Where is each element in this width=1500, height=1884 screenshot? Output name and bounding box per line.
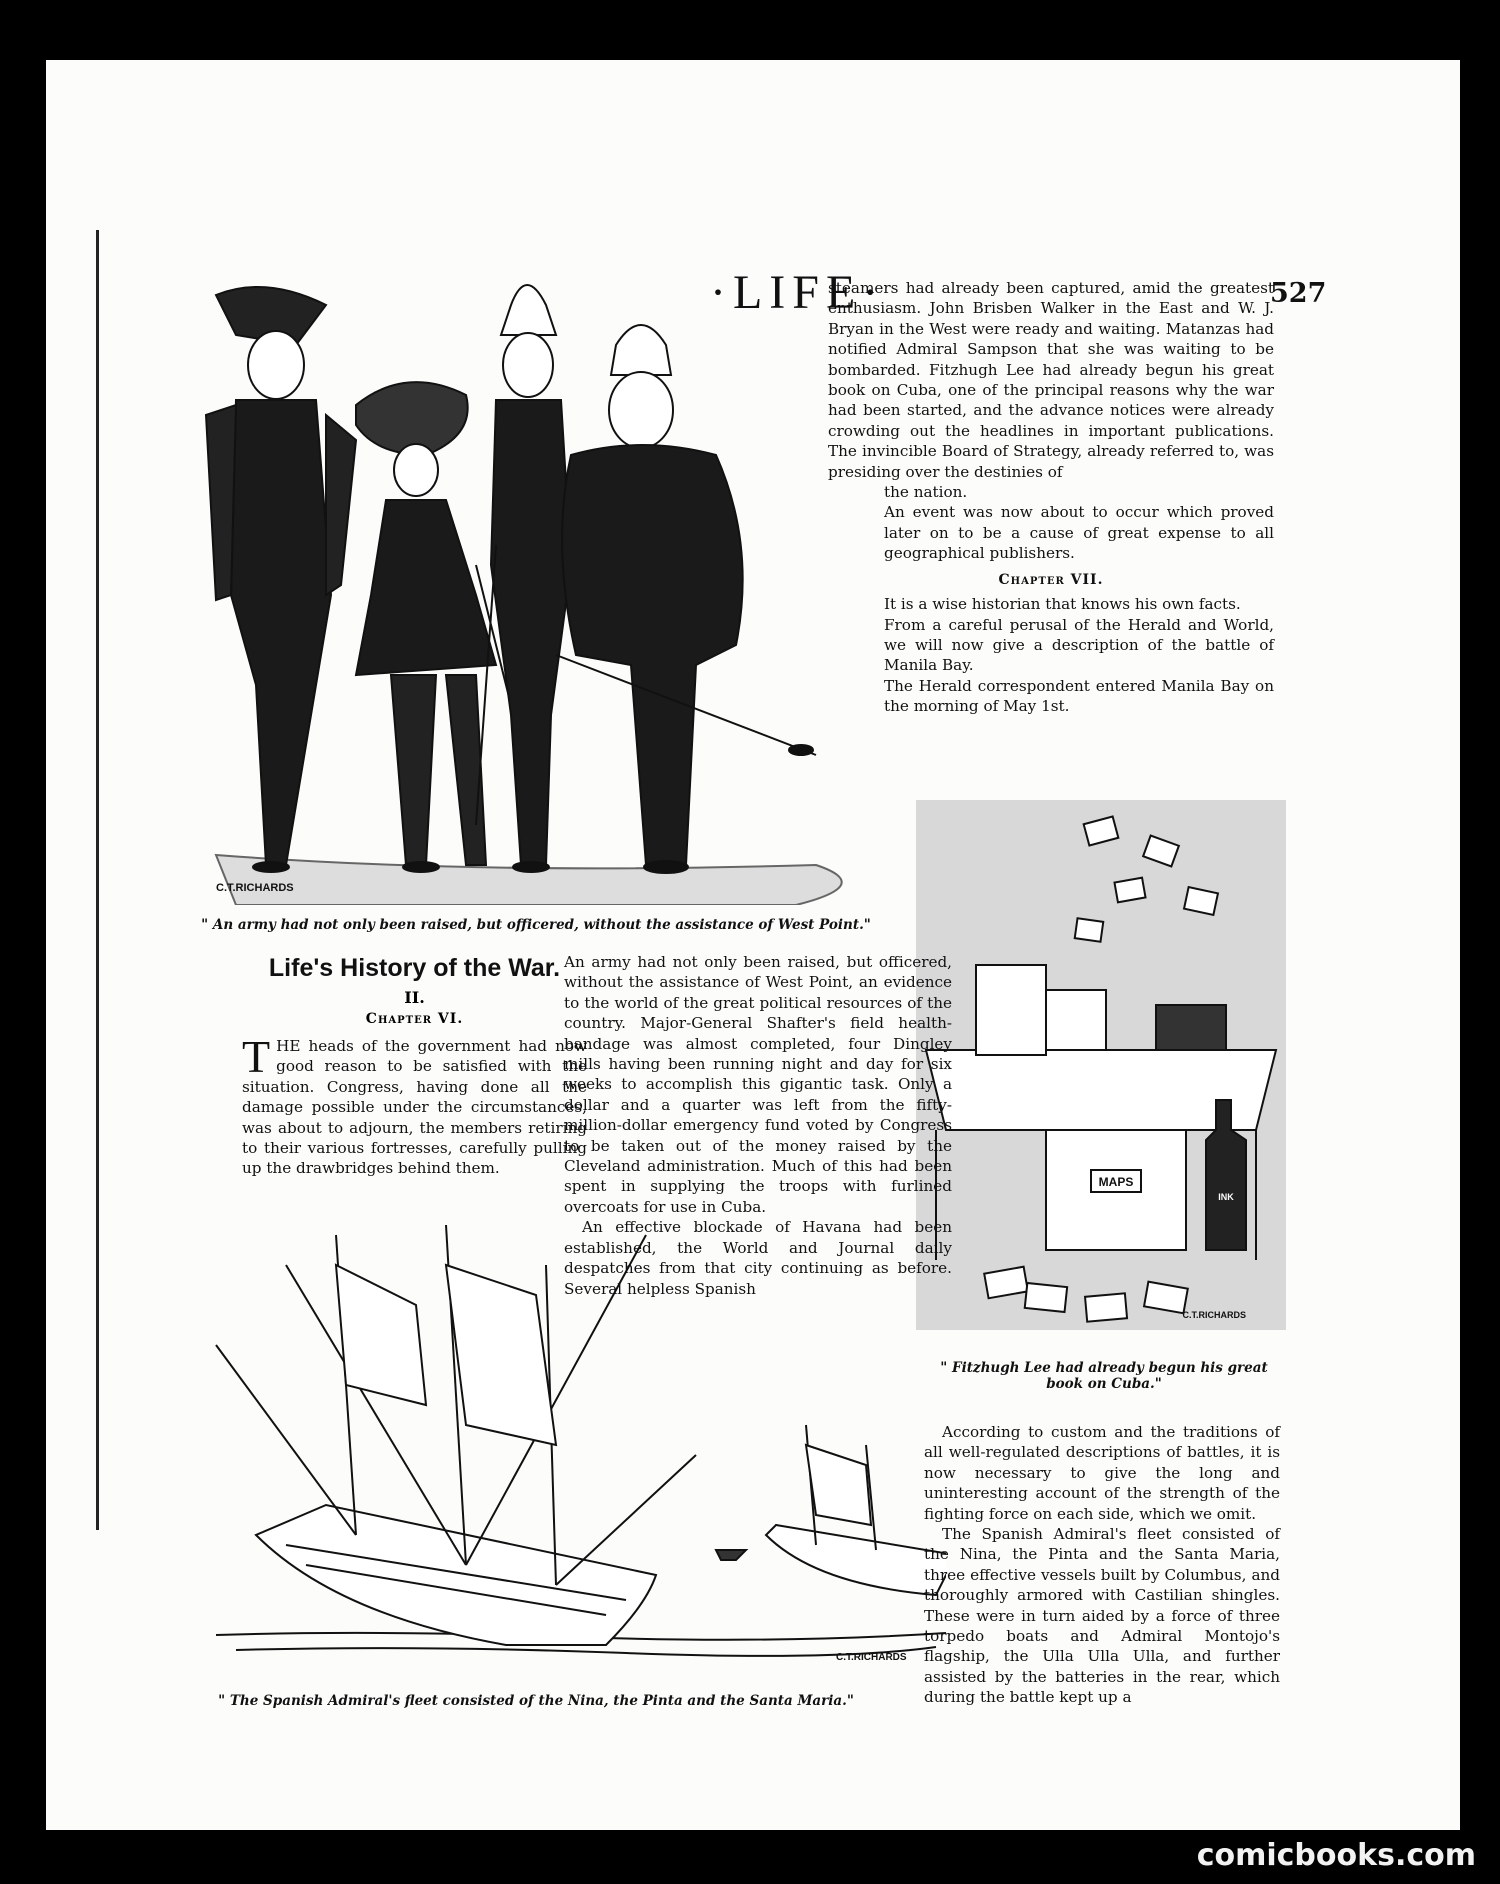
paragraph: The Spanish Admiral's fleet consisted of the Nina, the Pinta and the Santa Maria, three effective vessels built by Columbus, and thoroughly armored with Castilian shingles. These were in turn aided by a force of three torpedo boats and Admiral Montojo's flagship, the Ulla Ulla Ulla, and further assisted by the batteries in the rear, which during the battle kept up a [924,1525,1280,1707]
chapter-6-heading: Chapter VI. [365,1011,464,1027]
article-title: Life's History of the War. [268,954,561,982]
paragraph [242,1031,587,1179]
paragraph: An event was now about to occur which proved later on to be a cause of great expense to all geographical publishers. [884,503,1274,563]
paragraph: steamers had already been captured, amid the greatest enthusiasm. John Brisben Walker in the East and W. J. Bryan in the West were ready and waiting. Matanzas had notified Admiral Sampson that she was waiting to be bombarded. Fitzhugh Lee had already begun his great book on Cuba, one of the principal reasons why the war had been started, and the advance notices were already crowding out the headlines in important publications. The invincible Board of Strategy, already referred to, was presiding over the destinies of [828,279,1274,481]
column-right-bottom [924,1422,1280,1708]
paragraph: According to custom and the traditions of all well-regulated descriptions of battles, it is now necessary to give the long and uninteresting account of the strength of the fighting force on each side, which we omit. [924,1423,1280,1523]
column-left [242,1031,587,1179]
watermark-site: comicbooks [1196,1838,1395,1873]
caption-ships: " The Spanish Admiral's fleet consisted of the Nina, the Pinta and the Santa Maria." [218,1693,854,1709]
watermark-tld: .com [1394,1838,1476,1873]
caption-officers: " An army had not only been raised, but officered, without the assistance of West Point." [201,917,871,933]
watermark [1197,1838,1476,1873]
caption-desk: " Fitzhugh Lee had already begun his great book on Cuba." [940,1360,1268,1392]
page-number: 527 [1270,278,1327,309]
masthead: ·LIFE· [710,266,886,319]
binding-edge [96,230,99,1530]
paragraph: It is a wise historian that knows his own facts. [884,595,1241,614]
chapter-7-heading: Chapter VII. [998,571,1104,588]
magazine-page [46,60,1460,1830]
ships-illustration [176,1205,946,1675]
paragraph-end: the nation. [884,483,968,502]
desk-illustration [916,800,1286,1330]
signature-desk: C.T.RICHARDS [1182,1310,1246,1320]
ink-label: INK [1218,1192,1234,1202]
paragraph: From a careful perusal of the Herald and World, we will now give a description of the battle of Manila Bay. [884,615,1274,675]
desk-drawing [916,800,1286,1330]
column-right-top [828,278,1274,717]
paragraph: An effective blockade of Havana had been established, the World and Journal daily despatches from that city continuing as before. Several helpless Spanish [564,1218,952,1298]
paragraph: The Herald correspondent entered Manila Bay on the morning of May 1st. [884,676,1274,716]
ships-drawing [176,1205,946,1675]
paragraph-text: HE heads of the government had now good reason to be satisfied with the situation. Congress, having done all the damage possible under the circumstances, was about to adjourn, the members retiring to their various fortresses, carefully pulling up the drawbridges behind them. [242,1037,587,1178]
maps-label: MAPS [1098,1175,1134,1189]
signature-ships: C.T.RICHARDS [836,1652,907,1663]
signature-officers: C.T.RICHARDS [216,882,294,894]
article-part: II. [404,988,425,1007]
drop-cap: T [242,1031,271,1082]
paragraph: An army had not only been raised, but officered, without the assistance of West Point, an evidence to the world of the great political resources of the country. Major-General Shafter's field health-bandage was almost completed, four Dingley mills having been running night and day for six weeks to accomplish this gigantic task. Only a dollar and a quarter was left from the fifty-million-dollar emergency fund voted by Congress to be taken out of the money raised by the Cleveland administration. Much of this had been spent in supplying the troops with furlined overcoats for use in Cuba. [564,953,952,1216]
